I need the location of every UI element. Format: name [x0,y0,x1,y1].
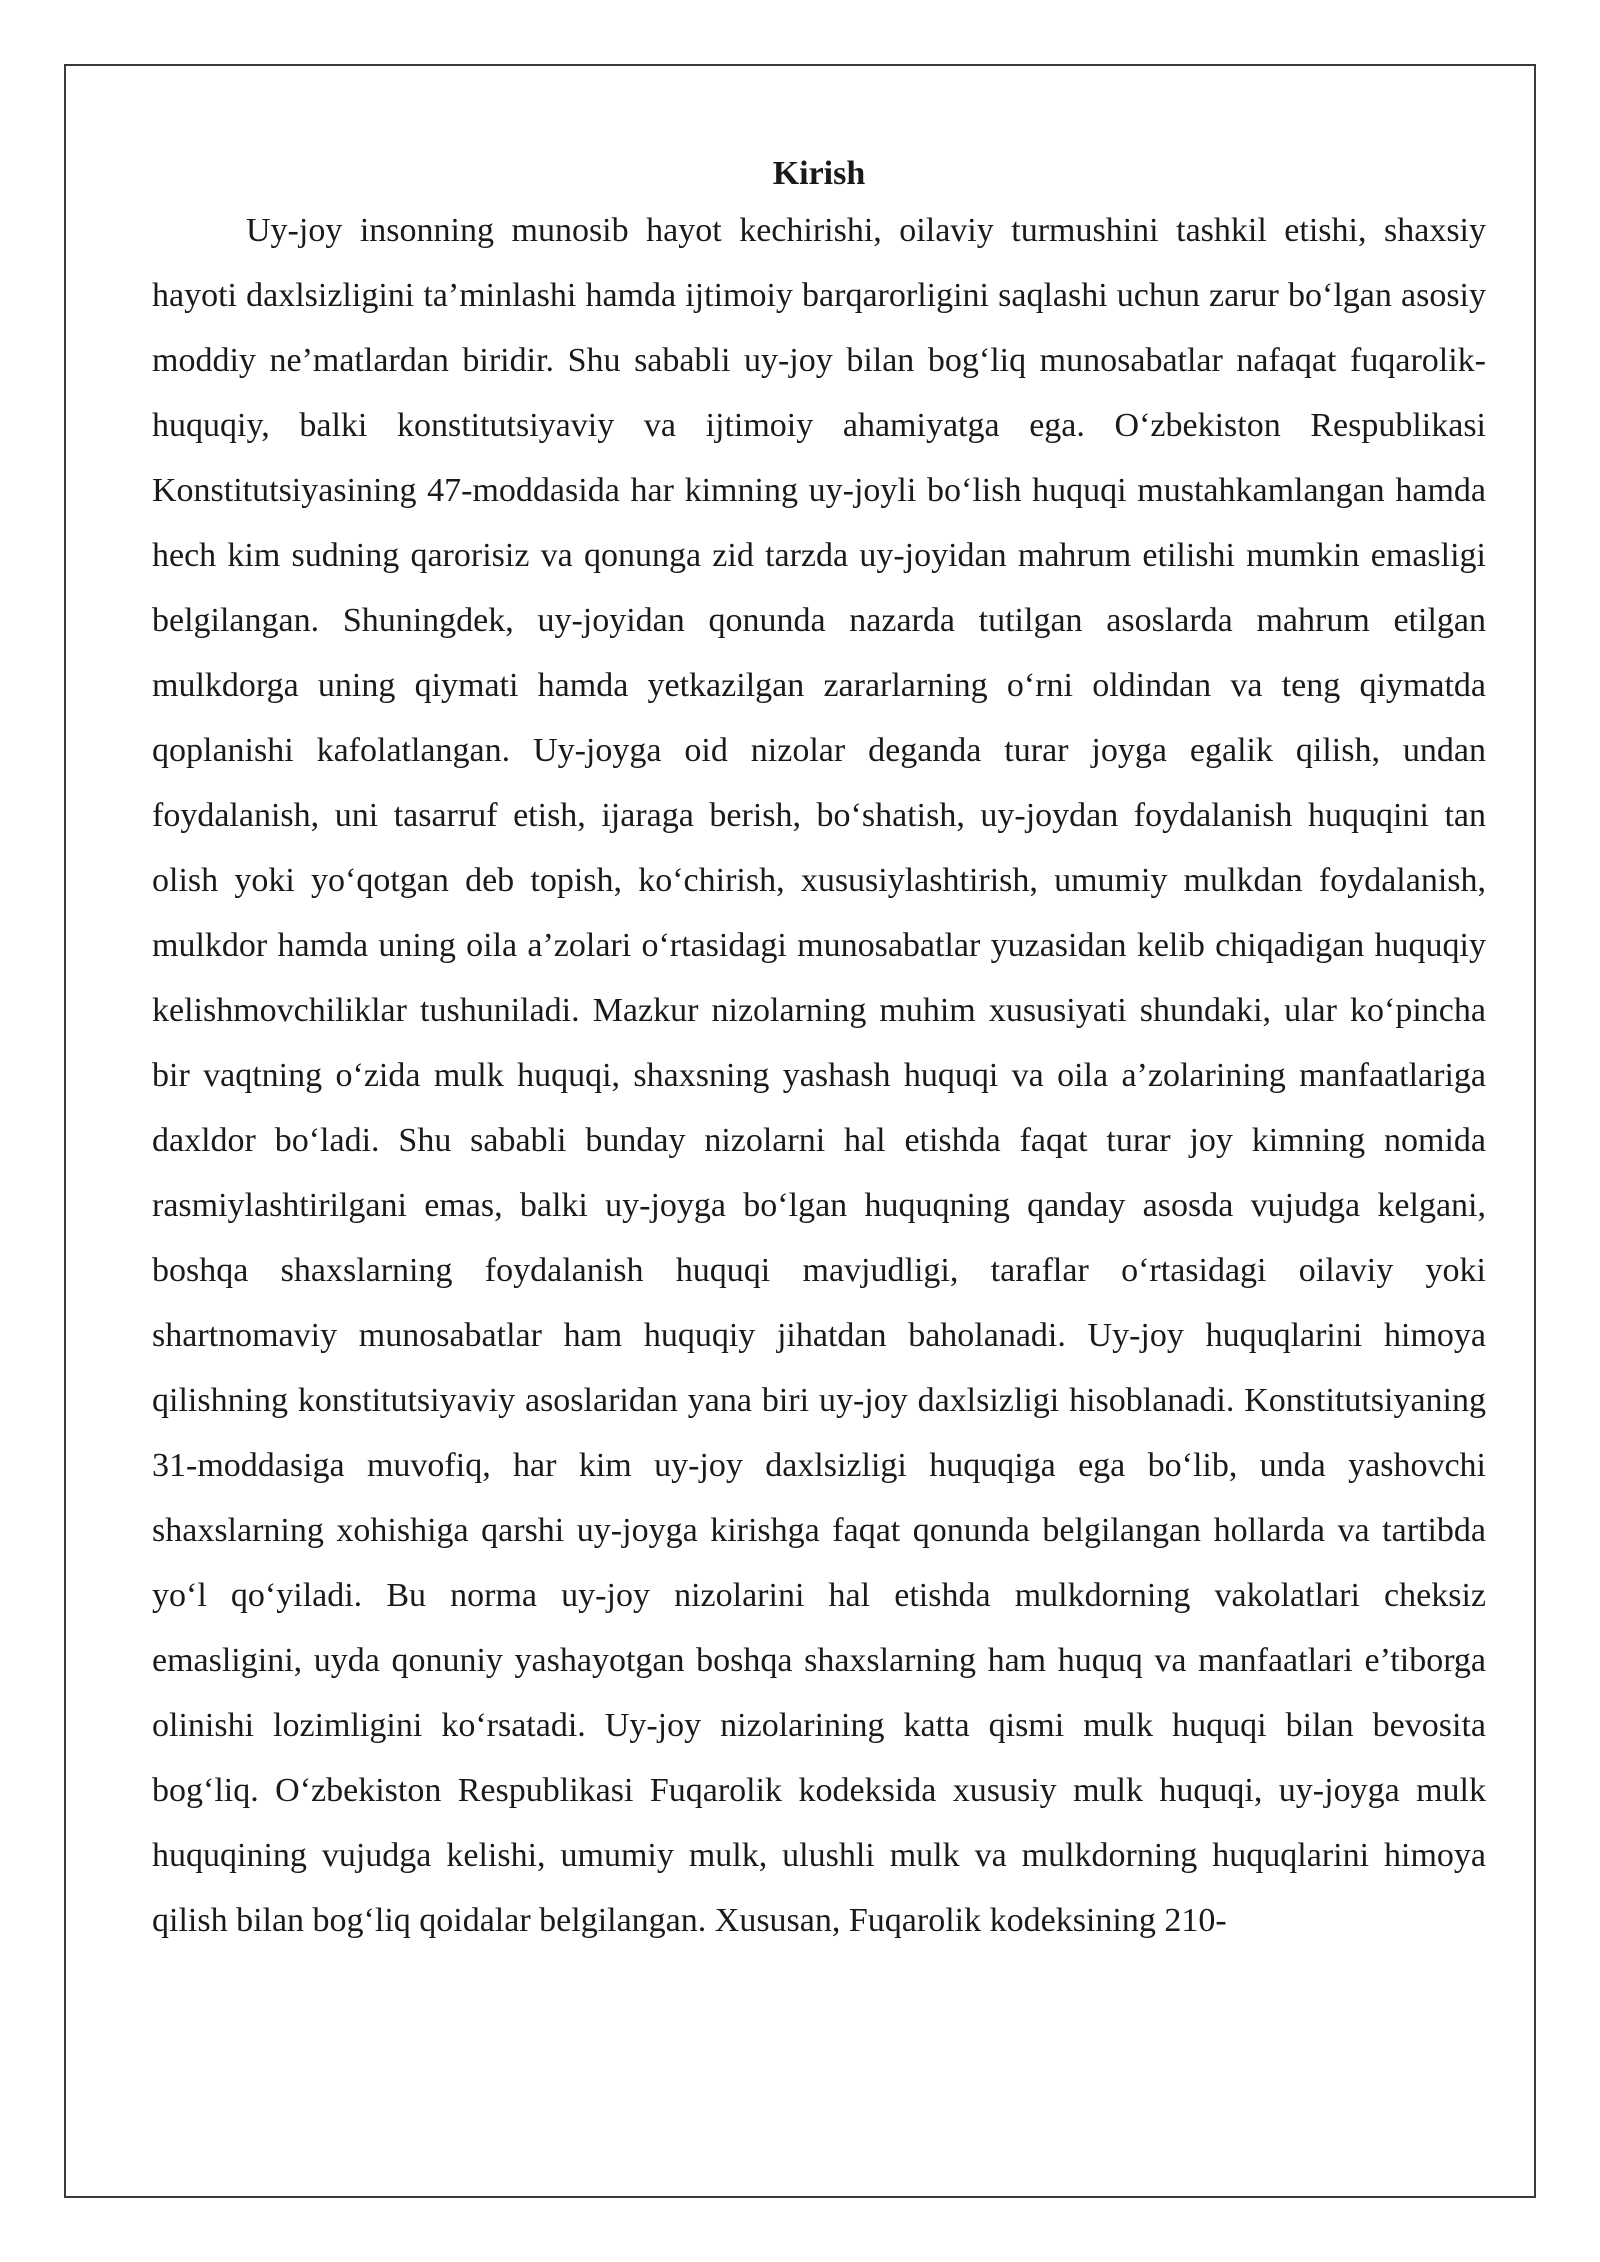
body-paragraph: Uy-joy insonning munosib hayot kechirishi, oilaviy turmushini tashkil etishi, shaxsiy hayoti daxlsizligini ta’minlashi hamda ijtimoiy barqarorligini saqlashi uchun zarur bo‘lgan asosiy moddiy ne’matlardan biridir. Shu sababli uy-joy bilan bog‘liq munosabatlar nafaqat fuqarolik-huquqiy, balki konstitutsiyaviy va ijtimoiy ahamiyatga ega. O‘zbekiston Respublikasi Konstitutsiyasining 47-moddasida har kimning uy-joyli bo‘lish huquqi mustahkamlangan hamda hech kim sudning qarorisiz va qonunga zid tarzda uy-joyidan mahrum etilishi mumkin emasligi belgilangan. Shuningdek, uy-joyidan qonunda nazarda tutilgan asoslarda mahrum etilgan mulkdorga uning qiymati hamda yetkazilgan zararlarning o‘rni oldindan va teng qiymatda qoplanishi kafolatlangan. Uy-joyga oid nizolar deganda turar joyga egalik qilish, undan foydalanish, uni tasarruf etish, ijaraga berish, bo‘shatish, uy-joydan foydalanish huquqini tan olish yoki yo‘qotgan deb topish, ko‘chirish, xususiylashtirish, umumiy mulkdan foydalanish, mulkdor hamda uning oila a’zolari o‘rtasidagi munosabatlar yuzasidan kelib chiqadigan huquqiy kelishmovchiliklar tushuniladi. Mazkur nizolarning muhim xususiyati shundaki, ular ko‘pincha bir vaqtning o‘zida mulk huquqi, shaxsning yashash huquqi va oila a’zolarining manfaatlariga daxldor bo‘ladi. Shu sababli bunday nizolarni hal etishda faqat turar joy kimning nomida rasmiylashtirilgani emas, balki uy-joyga bo‘lgan huquqning qanday asosda vujudga kelgani, boshqa shaxslarning foydalanish huquqi mavjudligi, taraflar o‘rtasidagi oilaviy yoki shartnomaviy munosabatlar ham huquqiy jihatdan baholanadi. Uy-joy huquqlarini himoya qilishning konstitutsiyaviy asoslaridan yana biri uy-joy daxlsizligi hisoblanadi. Konstitutsiyaning 31-moddasiga muvofiq, har kim uy-joy daxlsizligi huquqiga ega bo‘lib, unda yashovchi shaxslarning xohishiga qarshi uy-joyga kirishga faqat qonunda belgilangan hollarda va tartibda yo‘l qo‘yiladi. Bu norma uy-joy nizolarini hal etishda mulkdorning vakolatlari cheksiz emasligini, uyda qonuniy yashayotgan boshqa shaxslarning ham huquq va manfaatlari e’tiborga olinishi lozimligini ko‘rsatadi. Uy-joy nizolarining katta qismi mulk huquqi bilan bevosita bog‘liq. O‘zbekiston Respublikasi Fuqarolik kodeksida xususiy mulk huquqi, uy-joyga mulk huquqining vujudga kelishi, umumiy mulk, ulushli mulk va mulkdorning huquqlarini himoya qilish bilan bog‘liq qoidalar belgilangan. Xususan, Fuqarolik kodeksining 210- [152,212,1486,1939]
document-title: Kirish [772,155,866,192]
document-body [152,150,1486,1953]
